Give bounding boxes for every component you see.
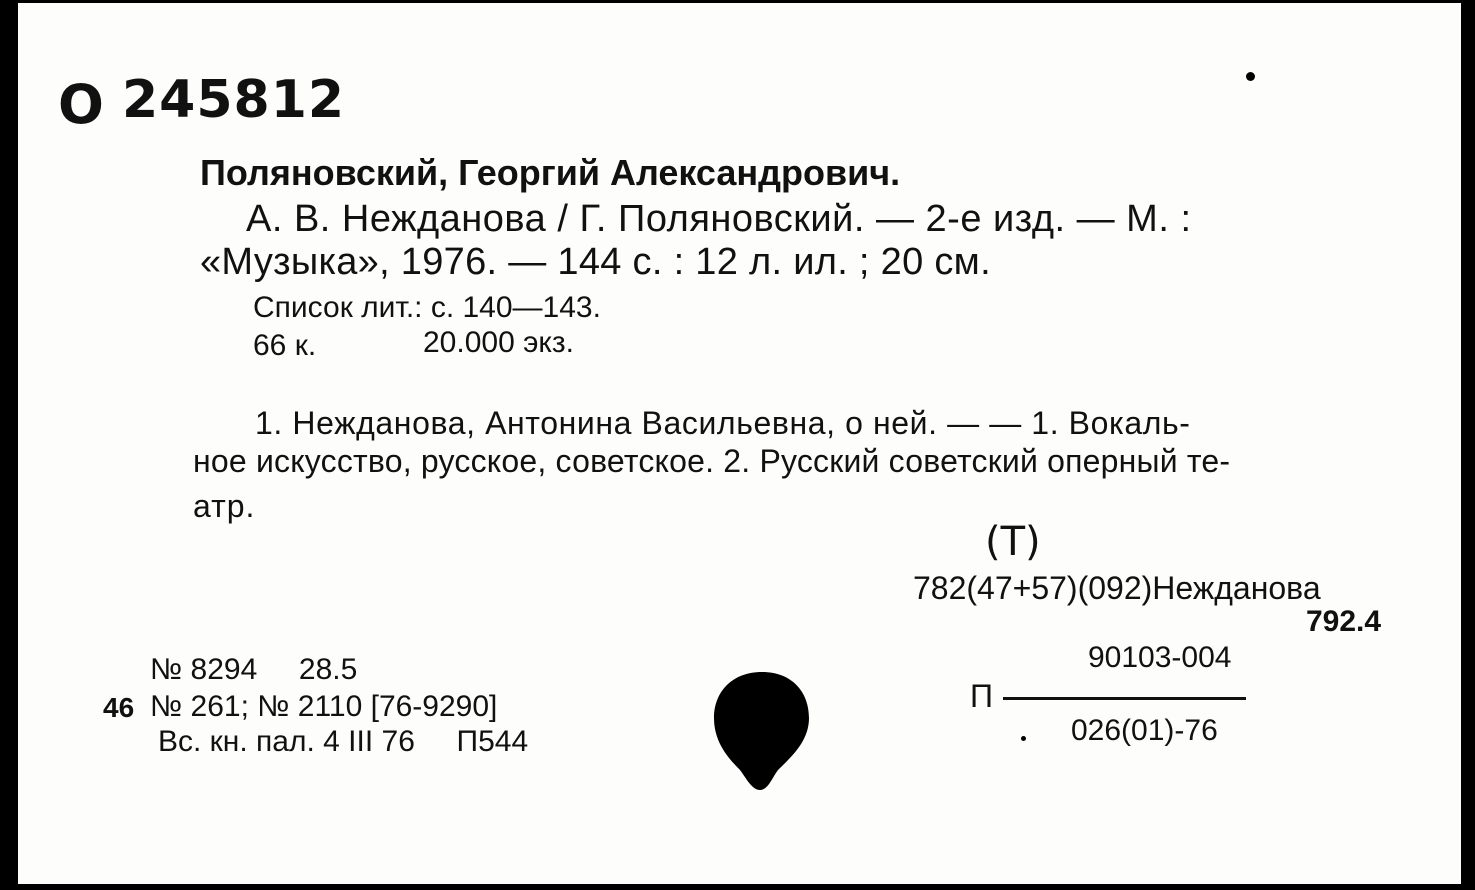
print-run: 20.000 экз. xyxy=(423,326,574,359)
handwritten-number-marker: O xyxy=(58,73,104,136)
classification-bbk: 792.4 xyxy=(1306,605,1382,638)
card-edge-left xyxy=(0,0,18,890)
catalog-code-top: 90103-004 xyxy=(1088,641,1232,674)
subjects-line-1: 1. Нежданова, Антонина Васильевна, о ней. — — 1. Вокаль- xyxy=(255,405,1191,441)
handwritten-mark: (Т) xyxy=(985,519,1041,565)
registry-line-1: № 8294 28.5 xyxy=(150,653,358,686)
handwritten-inventory-number: 245812 xyxy=(122,70,346,130)
subjects-line-3: атр. xyxy=(193,488,256,524)
punch-hole xyxy=(712,670,812,792)
catalog-code-fraction-line xyxy=(1003,697,1246,700)
registry-line-2-prefix: 46 xyxy=(103,692,135,723)
bibliography-note: Список лит.: с. 140—143. xyxy=(253,291,601,324)
card-edge-bottom xyxy=(0,884,1475,890)
subjects-line-2: ное искусство, русское, советское. 2. Русский советский оперный те- xyxy=(193,443,1231,479)
catalog-code-letter: П xyxy=(970,678,993,714)
registry-line-2: № 261; № 2110 [76-9290] xyxy=(150,690,498,723)
title-line-1: А. В. Нежданова / Г. Поляновский. — 2-е изд. — М. : xyxy=(246,198,1192,240)
price: 66 к. xyxy=(253,329,317,362)
ink-dot xyxy=(1021,736,1026,741)
classification-index: 782(47+57)(092)Нежданова xyxy=(913,570,1321,606)
catalog-code-bottom: 026(01)-76 xyxy=(1071,714,1218,747)
author-heading: Поляновский, Георгий Александрович. xyxy=(200,152,901,193)
card-edge-top xyxy=(0,0,1475,3)
registry-line-3: Вс. кн. пал. 4 III 76 П544 xyxy=(158,725,529,758)
ink-dot xyxy=(1246,72,1255,81)
title-line-2: «Музыка», 1976. — 144 с. : 12 л. ил. ; 20 см. xyxy=(200,241,991,283)
card-edge-right xyxy=(1461,0,1475,890)
